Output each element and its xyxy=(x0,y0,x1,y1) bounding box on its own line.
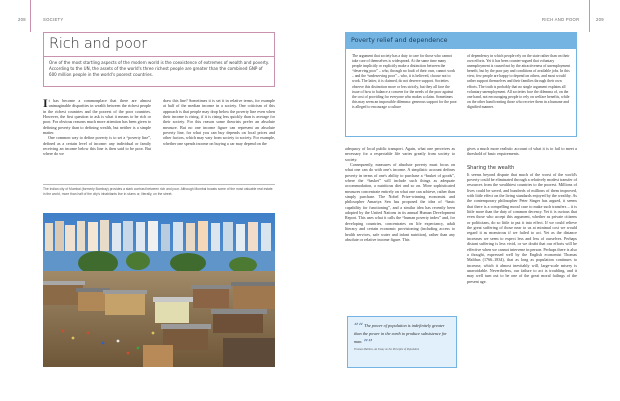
quote-body: The power of population is indefinitely greater than the power in the earth to produce subsistence for man. xyxy=(354,323,447,344)
paragraph: One common way to define poverty is to set a “poverty line”, defined as a certain level of income: any individual or family receiving an income below this line is then said to be poor. But where do we xyxy=(43,135,151,157)
intro-text: One of the most startling aspects of the modern world is the coexistence of extremes of wealth and poverty. According to the UN, the assets of the world's three richest people are greater than the combined GNP of 600 million people in the world's poorest countries. xyxy=(49,60,269,77)
section-label: RICH AND POOR xyxy=(542,17,580,22)
feature-column-1: The argument that society has a duty to care for those who cannot take care of themselves is widespread. At the same time many people implicitly or explicitly make a distinction between the “deserving poor” – who, through no fault of their own, cannot work – and the “undeserving poor” – who, it is believed, choose not to work. The latter, it is claimed, do not deserve support. Societies observe this distinction more or less strictly, but they all face the issue of how to balance a concern for the needs of the poor against the cost of providing for everyone who makes a claim. Sometimes this may seem an impossible dilemma: generous support for the poor is alleged to encourage a culture xyxy=(352,54,457,109)
page-number: 209 xyxy=(596,17,604,22)
photo-illustration xyxy=(43,213,275,367)
page-number: 208 xyxy=(18,17,26,22)
section-label: SOCIETY xyxy=(43,17,64,22)
subheading: Sharing the wealth xyxy=(467,164,515,171)
caption-divider xyxy=(43,184,275,185)
paragraph: adequacy of local public transport. Again, what one perceives as necessary for a respectable life varies greatly from society to society. xyxy=(345,146,455,162)
paragraph-text: t has become a commonplace that there are almost unimaginable disparities in wealth between the richest people in the richest countries and the poorest of the poor countries. However, the first question to ask is what it means to be rich or poor. For obvious reasons much more attention has been given to defining poverty than to defining wealth, but neither is a simple matter. xyxy=(43,98,151,136)
quote-text xyxy=(354,322,450,346)
feature-heading: Poverty relief and dependence xyxy=(346,33,576,49)
pull-quote xyxy=(347,316,457,368)
folio-divider xyxy=(589,0,590,32)
title-box xyxy=(43,32,275,87)
close-quote-icon: ”” xyxy=(363,336,373,347)
paragraph: draw this line? Sometimes it is set it in relative terms, for example at half of the median income in a society. One criticism of this approach is that people may drop below the poverty line even when their income is rising, if it is rising less quickly than is average for their society. For this reason some theorists prefer an absolute measure. But no one income figure can represent an absolute poverty line, for what you can buy depends on local prices and other factors, which may vary from society to society. For example, whether one spends income on buying a car may depend on the xyxy=(163,98,275,146)
paragraph: gives a much more realistic account of what it is to fail to meet a threshold of basic requirements. xyxy=(467,146,577,157)
feature-column-2: of dependency in which people rely on the state rather than on their own efforts. Yet it has been counter-argued that voluntary unemployment is caused not by the attractiveness of unemployment benefit, but by the poor pay and conditions of available jobs. In this view, few people are happy to depend on others, and most would rather support themselves and their families through their own efforts. The truth is probably that no single argument explains all voluntary unemployment. All societies face the dilemma of, on the one hand, not encouraging people to rely on welfare benefits, while on the other hand treating those who receive them in a humane and dignified manner. xyxy=(467,54,571,109)
mumbai-photo xyxy=(43,213,275,367)
paragraph: It seems beyond dispute that much of the worst of the world's poverty could be eliminated through a relatively modest transfer of resources from the wealthiest countries to the poorest. Millions of lives could be saved, and hundreds of millions of them improved, with little effect on the living standards enjoyed by the wealthy. As the contemporary philosopher Peter Singer has argued, it seems that there is a compelling moral case to make such transfers – it is little more than the duty of common decency. Yet it is curious that even those who accept this argument, whether as private citizens or politicians, do so little to put it into effect. If we could relieve the great suffering of those near to us at minimal cost we would regard it as monstrous if we failed to act. Yet as the distance increases we seem to expect less and less of ourselves. Perhaps distant suffering is less vivid, or we doubt that our efforts will be effective when we cannot intervene in person. Perhaps there is also a thought, expressed well by the English economist Thomas Malthus (1766–1834), that as long as population continues to increase, which it almost inevitably will, large-scale misery is unavoidable. Nevertheless, our failure to act is troubling, and it may well turn out to be one of the great moral failings of the present age. xyxy=(467,171,577,284)
quote-source: Thomas Malthus, An Essay on the Principle of Population xyxy=(354,347,420,351)
folio-divider xyxy=(30,0,31,32)
body-column-4 xyxy=(467,146,577,284)
paragraph: Consequently, measures of absolute poverty must focus on what one can do with one's income. A simplistic account defines poverty in terms of one's ability to purchase a “basket of goods”, where the “basket” will include such things as adequate accommodation, a nutritious diet and so on. More sophisticated measures concentrate entirely on what one can achieve, rather than simply purchase. The Nobel Prize-winning economist and philosopher Amartya Sen has proposed the idea of “basic capability for functioning”, and a similar idea has recently been adopted by the United Nations in its annual Human Development Report. This uses what it calls the “human poverty index” and, for developing countries, concentrates on life expectancy, adult literacy and certain economic provisioning (including access to health services, safe water and infant nutrition), rather than any absolute or relative income figure. This xyxy=(345,162,455,242)
drop-cap: I xyxy=(43,96,48,110)
body-column-1 xyxy=(43,98,151,157)
body-column-2 xyxy=(163,98,275,146)
photo-caption: The Indian city of Mumbai (formerly Bombay) provides a stark contrast between rich and poor. Although Mumbai boasts some of the most valuable real estate in the world, more than half of the city's inhabitants live in slums or, literally, on the street. xyxy=(43,187,273,196)
paragraph xyxy=(43,98,151,135)
page-title: Rich and poor xyxy=(44,33,274,57)
body-column-3 xyxy=(345,146,455,242)
open-quote-icon: ““ xyxy=(354,321,364,331)
feature-box xyxy=(345,32,577,137)
